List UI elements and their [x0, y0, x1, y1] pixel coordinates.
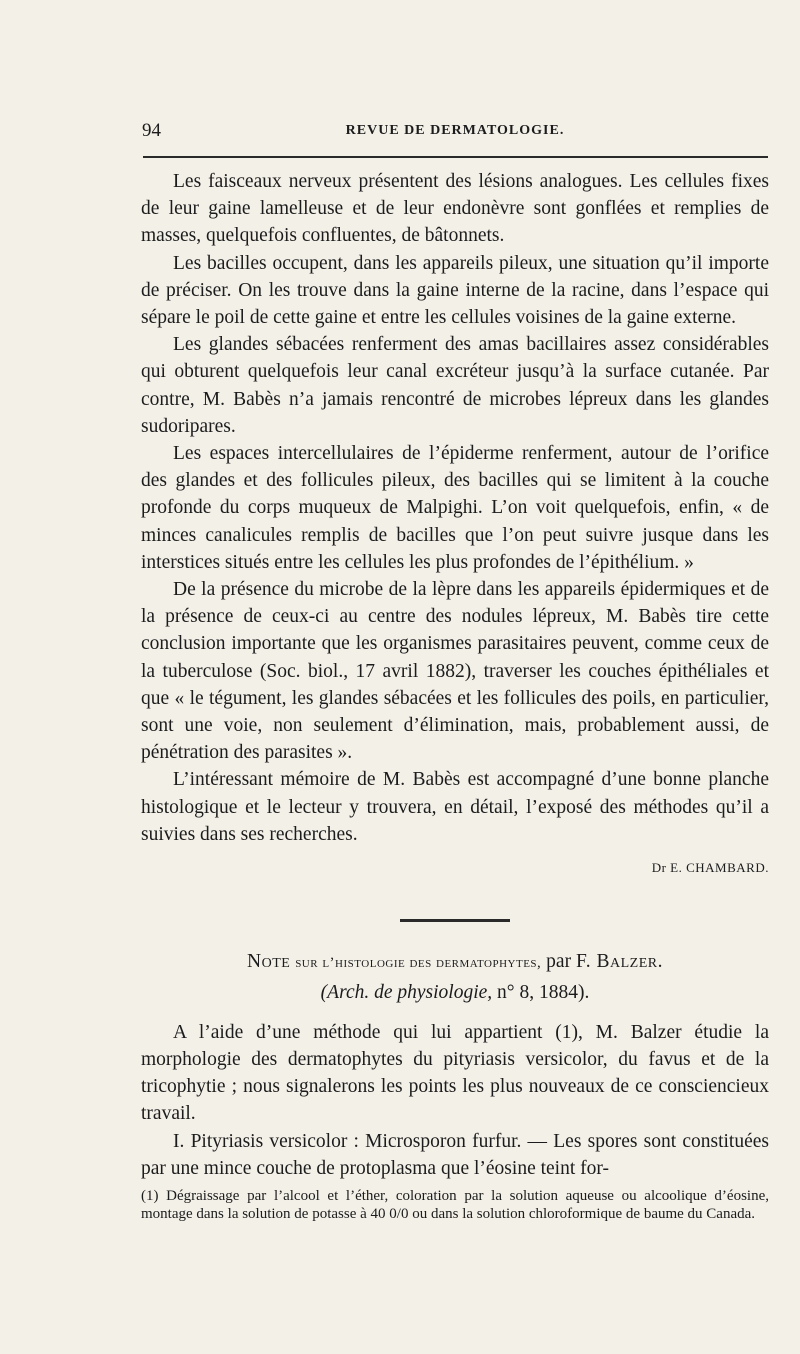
- paragraph: De la présence du microbe de la lèpre dans les appareils épidermiques et de la présence de ceux-ci au centre des nodules lépreux, M. Babès tire cette conclusion importante que les organismes parasitaires peuvent, comme ceux de la tuberculose (Soc. biol., 17 avril 1882), traverser les couches épithéliales et que « le tégument, les glandes sébacées et les follicules des poils, en particulier, sont une voie, non seulement d’élimination, mais, probablement aussi, de pénétration des parasites ».: [141, 579, 769, 764]
- body-text: [141, 168, 769, 1182]
- page-header: [140, 120, 770, 142]
- running-title: REVUE DE DERMATOLOGIE.: [345, 123, 565, 138]
- note-title: [141, 948, 769, 977]
- paragraph: A l’aide d’une méthode qui lui appartient (1), M. Balzer étudie la morphologie des dermatophytes du pityriasis versicolor, du favus et de la tricophytie ; nous signalerons les points les plus nouveaux de ce consciencieux travail.: [141, 1021, 769, 1125]
- paragraph: Les faisceaux nerveux présentent des lésions analogues. Les cellules fixes de leur gaine lamelleuse et de leur endonèvre sont gonflées et remplies de masses, quelquefois confluentes, de bâtonnets.: [141, 171, 769, 247]
- note-source-issue: n° 8, 1884).: [497, 982, 590, 1004]
- note-source-journal: (Arch. de physiologie,: [320, 982, 493, 1004]
- note-title-par: par: [546, 951, 572, 973]
- footnote: (1) Dégraissage par l’alcool et l’éther, coloration par la solution aqueuse ou alcoolique d’éosine, montage dans la solution de potasse à 40 0/0 ou dans la solution chloroformique de baume du Canada.: [141, 1188, 769, 1222]
- header-rule: [143, 156, 768, 158]
- paragraph: Les bacilles occupent, dans les appareils pileux, une situation qu’il importe de préciser. On les trouve dans la gaine interne de la racine, dans l’espace qui sépare le poil de cette gaine et entre les cellules voisines de la gaine externe.: [141, 252, 769, 329]
- note-title-subject: sur l’histologie des dermatophytes,: [295, 955, 542, 972]
- note-title-word: Note: [247, 951, 291, 973]
- author-signature: Dr E. CHAMBARD.: [651, 860, 769, 876]
- section-separator: [400, 919, 510, 922]
- paragraph: Les glandes sébacées renferment des amas bacillaires assez considérables qui obturent quelquefois leur canal excréteur jusqu’à la surface cutanée. Par contre, M. Babès n’a jamais rencontré de microbes lépreux dans les glandes sudoripares.: [141, 334, 769, 437]
- paragraph: Les espaces intercellulaires de l’épiderme renferment, autour de l’orifice des glandes et des follicules pileux, des bacilles qui se limitent à la couche profonde du corps muqueux de Malpighi. L’on voit quelquefois, enfin, « de minces canalicules remplis de bacilles que l’on peut suivre jusque dans les interstices situés entre les cellules les plus profondes de l’épithélium. »: [141, 443, 769, 573]
- paragraph: I. Pityriasis versicolor : Microsporon furfur. — Les spores sont constituées par une mince couche de protoplasma que l’éosine teint for-: [141, 1130, 769, 1179]
- note-title-author: F. Balzer.: [575, 951, 663, 973]
- paragraph: L’intéressant mémoire de M. Babès est accompagné d’une bonne planche histologique et le lecteur y trouvera, en détail, l’exposé des méthodes qu’il a suivies dans ses recherches.: [141, 769, 769, 845]
- note-source: [141, 979, 769, 1006]
- page-number: 94: [142, 120, 161, 141]
